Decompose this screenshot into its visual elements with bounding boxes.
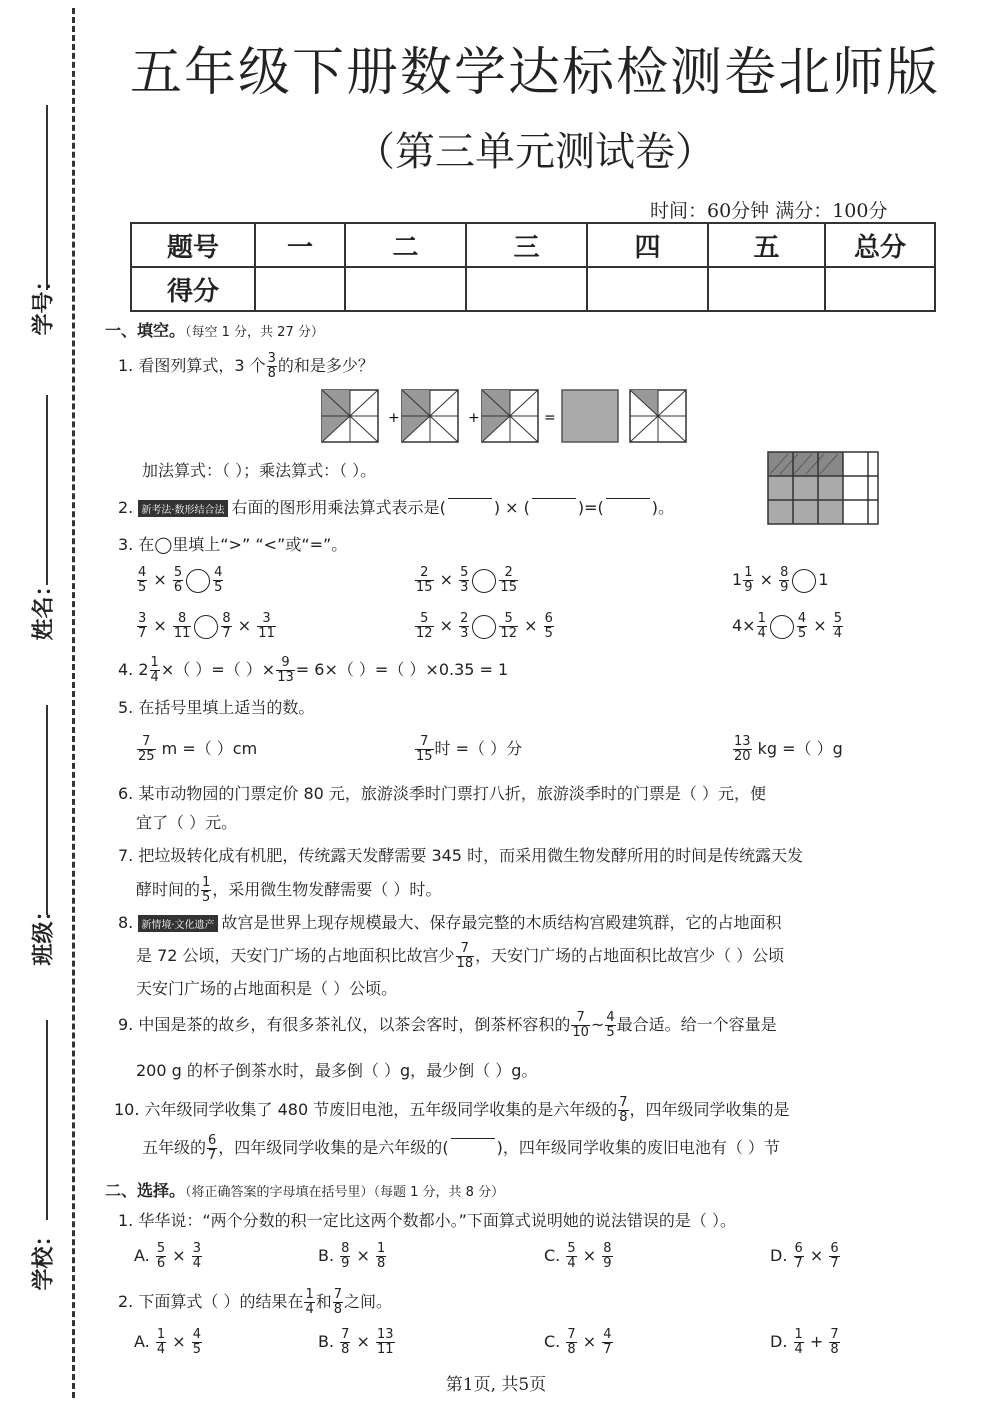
- score-header-cell: 一: [255, 223, 345, 267]
- fraction: $\frac{7}{25}$: [138, 734, 155, 764]
- page-footer: 第1页, 共5页: [445, 1375, 547, 1395]
- score-header-cell: 二: [345, 223, 466, 267]
- s2-q2-option-c[interactable]: C. $\frac{7}{8}$ × $\frac{4}{7}$: [544, 1327, 612, 1357]
- fraction: $\frac{2}{15}$: [500, 565, 517, 595]
- score-cell[interactable]: [345, 267, 466, 311]
- fraction-blank[interactable]: [532, 498, 576, 519]
- score-cell[interactable]: [466, 267, 587, 311]
- q5-item-2: $\frac{7}{15}$ 时 =（ ）分: [416, 734, 523, 764]
- fraction: $\frac{5}{12}$: [416, 611, 433, 641]
- q8-tag: 新情境·文化遗产: [138, 915, 217, 932]
- fraction: $\frac{5}{6}$: [156, 1241, 166, 1271]
- q2-prompt: 右面的图形用乘法算式表示是: [231, 498, 440, 517]
- q6-line2: 宜了（ ）元。: [136, 813, 238, 832]
- score-header-cell: 四: [587, 223, 708, 267]
- fraction: $\frac{1}{4}$: [794, 1327, 803, 1357]
- q5-text: 5. 在括号里填上适当的数。: [118, 698, 315, 717]
- fraction: $\frac{5}{4}$: [833, 611, 843, 641]
- fraction: $\frac{7}{8}$: [567, 1327, 576, 1357]
- section2-title: 二、选择。: [105, 1181, 186, 1200]
- school-label: 学校：: [31, 1224, 57, 1291]
- id-line: [46, 105, 48, 290]
- compare-circle[interactable]: [186, 569, 210, 593]
- q3-item-5: $\frac{5}{12}$ × $\frac{2}{3}$ $\frac{5}{12}$ × $\frac{6}{5}$: [416, 611, 553, 641]
- score-table: [130, 222, 936, 312]
- score-cell[interactable]: [255, 267, 345, 311]
- q3-item-2: $\frac{2}{15}$ × $\frac{5}{3}$ $\frac{2}{15}$: [416, 565, 517, 595]
- binding-dashed-line: [72, 8, 75, 1398]
- full-square: [562, 390, 618, 442]
- name-label: 姓名：: [31, 574, 57, 641]
- fraction-blank[interactable]: [451, 1138, 495, 1159]
- fraction: $\frac{9}{13}$: [277, 655, 294, 685]
- fraction: $\frac{1}{4}$: [757, 611, 766, 641]
- time-info: 时间：60分钟 满分：100分: [650, 200, 888, 222]
- fraction: $\frac{7}{8}$: [333, 1287, 343, 1317]
- fraction: $\frac{2}{3}$: [460, 611, 469, 641]
- fraction: $\frac{7}{15}$: [416, 734, 433, 764]
- fraction: $\frac{7}{10}$: [572, 1010, 589, 1040]
- section2-note: （将正确答案的字母填在括号里）（每题 1 分，共 8 分）: [185, 1185, 505, 1200]
- compare-circle[interactable]: [770, 615, 794, 639]
- q3-item-6: 4× $\frac{1}{4}$ $\frac{4}{5}$ × $\frac{5}{4}$: [732, 611, 843, 641]
- s2-q2-option-a[interactable]: A. $\frac{1}{4}$ × $\frac{4}{5}$: [134, 1327, 201, 1357]
- fraction: $\frac{13}{20}$: [734, 734, 751, 764]
- q1-text-b: 的和是多少？: [277, 356, 374, 375]
- eighths-square-5: [630, 390, 686, 442]
- eighths-square-2: [402, 390, 458, 442]
- q2-end: 。: [658, 498, 675, 517]
- fraction: $\frac{5}{3}$: [460, 565, 469, 595]
- fraction: $\frac{1}{9}$: [744, 565, 753, 595]
- fraction: $\frac{4}{7}$: [603, 1327, 612, 1357]
- q9-line1: 9. 中国是茶的故乡，有很多茶礼仪，以茶会客时，倒茶杯容积的 $\frac{7}{10}$ ~ $\frac{4}{5}$ 最合适。给一个容量是: [118, 1010, 777, 1040]
- score-cell[interactable]: [708, 267, 825, 311]
- fraction: $\frac{3}{11}$: [258, 611, 275, 641]
- name-line: [46, 395, 48, 585]
- s2-q1-option-c[interactable]: C. $\frac{5}{4}$ × $\frac{8}{9}$: [544, 1241, 612, 1271]
- fraction: $\frac{13}{11}$: [377, 1327, 394, 1357]
- q1-op-1: +: [388, 410, 400, 426]
- compare-circle[interactable]: [472, 615, 496, 639]
- compare-circle[interactable]: [194, 615, 218, 639]
- q2-grid-figure: [766, 450, 886, 526]
- fraction: $\frac{1}{5}$: [202, 875, 211, 905]
- fraction: $\frac{4}{5}$: [192, 1327, 201, 1357]
- q6-line1: 6. 某市动物园的门票定价 80 元，旅游淡季时门票打八折，旅游淡季时的门票是（ ）元，便: [118, 784, 766, 803]
- q9-line2: 200 g 的杯子倒茶水时，最多倒（ ）g，最少倒（ ）g。: [136, 1061, 538, 1080]
- fraction-blank[interactable]: [606, 498, 650, 519]
- q3-item-3: 1 $\frac{1}{9}$ × $\frac{8}{9}$ 1: [732, 565, 829, 595]
- score-header-cell: 三: [466, 223, 587, 267]
- q2-num: 2.: [118, 498, 134, 517]
- fraction: $\frac{1}{4}$: [150, 655, 159, 685]
- q4-text: 4. 2 $\frac{1}{4}$ ×（ ）=（ ）× $\frac{9}{13}$ = 6×（ ）=（ ）×0.35 = 1: [118, 655, 509, 685]
- fraction: $\frac{6}{7}$: [794, 1241, 803, 1271]
- fraction: $\frac{7}{8}$: [341, 1327, 350, 1357]
- fraction: $\frac{3}{8}$: [267, 351, 276, 381]
- fraction: $\frac{8}{9}$: [780, 565, 789, 595]
- section2-heading: [105, 1178, 504, 1201]
- q1-op-2: +: [468, 410, 480, 426]
- fraction: $\frac{4}{5}$: [797, 611, 807, 641]
- fraction: $\frac{5}{4}$: [567, 1241, 576, 1271]
- fraction: $\frac{6}{7}$: [208, 1133, 217, 1163]
- q3-item-4: $\frac{3}{7}$ × $\frac{8}{11}$ $\frac{8}{7}$ × $\frac{3}{11}$: [138, 611, 275, 641]
- s2-q2-option-b[interactable]: B. $\frac{7}{8}$ × $\frac{13}{11}$: [318, 1327, 394, 1357]
- fraction: $\frac{4}{5}$: [606, 1010, 615, 1040]
- s2-q1-option-a[interactable]: A. $\frac{5}{6}$ × $\frac{3}{4}$: [134, 1241, 201, 1271]
- fraction: $\frac{7}{8}$: [830, 1327, 839, 1357]
- q3-item-1: $\frac{4}{5}$ × $\frac{5}{6}$ $\frac{4}{5}$: [138, 565, 223, 595]
- fraction: $\frac{1}{4}$: [305, 1287, 314, 1317]
- score-header-cell: 五: [708, 223, 825, 267]
- fraction: $\frac{7}{18}$: [456, 941, 474, 971]
- s2-q1-text: 1. 华华说：“两个分数的积一定比这两个数都小。”下面算式说明她的说法错误的是（ ）。: [118, 1211, 737, 1230]
- q2-text: 2. 新考法·数形结合法 右面的图形用乘法算式表示是( ) × ( )=( )。: [118, 498, 675, 517]
- s2-q2-text: 2. 下面算式（ ）的结果在 $\frac{1}{4}$ 和 $\frac{7}{8}$ 之间。: [118, 1287, 393, 1317]
- fraction: $\frac{8}{9}$: [603, 1241, 612, 1271]
- q7-line1: 7. 把垃圾转化成有机肥，传统露天发酵需要 345 时，而采用微生物发酵所用的时间是传统露天发: [118, 846, 804, 865]
- fraction: $\frac{4}{5}$: [214, 565, 223, 595]
- q8-line3: 天安门广场的占地面积是（ ）公顷。: [136, 979, 398, 998]
- fraction: $\frac{6}{7}$: [830, 1241, 839, 1271]
- q1-figure: [320, 388, 690, 446]
- score-header-cell: 题号: [131, 223, 255, 267]
- fraction: $\frac{6}{5}$: [544, 611, 553, 641]
- q5-item-3: $\frac{13}{20}$ kg =（ ）g: [734, 734, 843, 764]
- q2-op-eq: =: [584, 498, 598, 517]
- fraction: $\frac{1}{8}$: [377, 1241, 386, 1271]
- fraction: $\frac{3}{4}$: [192, 1241, 201, 1271]
- q10-line2: 五年级的 $\frac{6}{7}$ ，四年级同学收集的是六年级的( )，四年级同学收集的废旧电池有（ ）节: [142, 1133, 780, 1163]
- fraction: $\frac{4}{5}$: [138, 565, 147, 595]
- section1-heading: [105, 318, 324, 341]
- fraction: $\frac{7}{8}$: [619, 1095, 628, 1125]
- page-title: 五年级下册数学达标检测卷北师版: [130, 43, 941, 103]
- fraction: $\frac{5}{6}$: [173, 565, 183, 595]
- q8-line2: 是 72 公顷，天安门广场的占地面积比故宫少 $\frac{7}{18}$ ，天安门广场的占地面积比故宫少（ ）公顷: [136, 941, 785, 971]
- q3-text: 3. 在◯里填上“>” “<”或“=”。: [118, 535, 348, 554]
- eighths-square-3: [482, 390, 538, 442]
- q1-op-3: =: [544, 410, 556, 426]
- score-header-cell: 总分: [825, 223, 935, 267]
- score-cell[interactable]: [587, 267, 708, 311]
- fraction: $\frac{3}{7}$: [138, 611, 147, 641]
- s2-q2-option-d[interactable]: D. $\frac{1}{4}$ + $\frac{7}{8}$: [770, 1327, 839, 1357]
- compare-circle[interactable]: [792, 569, 816, 593]
- section1-note: （每空 1 分，共 27 分）: [185, 325, 324, 340]
- q1-text-a: 1. 看图列算式，3 个: [118, 356, 266, 375]
- section1-title: 一、填空。: [105, 321, 186, 340]
- compare-circle[interactable]: [472, 569, 496, 593]
- class-label: 班级：: [31, 899, 57, 966]
- fraction: $\frac{2}{15}$: [416, 565, 433, 595]
- q5-item-1: $\frac{7}{25}$ m =（ ）cm: [138, 734, 258, 764]
- score-row-label: 得分: [131, 267, 255, 311]
- fraction-blank[interactable]: [448, 498, 492, 519]
- fraction: $\frac{5}{12}$: [500, 611, 517, 641]
- q10-line1: 10. 六年级同学收集了 480 节废旧电池，五年级同学收集的是六年级的 $\frac{7}{8}$ ，四年级同学收集的是: [114, 1095, 790, 1125]
- q7-line2: 酵时间的 $\frac{1}{5}$ ，采用微生物发酵需要（ ）时。: [136, 875, 442, 905]
- eighths-square-1: [322, 390, 378, 442]
- class-line: [46, 705, 48, 915]
- s2-q1-option-b[interactable]: B. $\frac{8}{9}$ × $\frac{1}{8}$: [318, 1241, 386, 1271]
- fraction: $\frac{8}{11}$: [173, 611, 191, 641]
- fraction: $\frac{8}{9}$: [341, 1241, 350, 1271]
- school-line: [46, 1020, 48, 1220]
- q1-answer-line: 加法算式：（ ）；乘法算式：（ ）。: [142, 461, 377, 480]
- q1-text: [118, 352, 374, 381]
- q8-line1: 8. 新情境·文化遗产 故宫是世界上现存规模最大、保存最完整的木质结构宫殿建筑群，它的占地面积: [118, 913, 782, 932]
- q2-op-times: ×: [505, 498, 519, 517]
- q2-tag: 新考法·数形结合法: [138, 500, 227, 517]
- score-cell[interactable]: [825, 267, 935, 311]
- fraction: $\frac{8}{7}$: [222, 611, 231, 641]
- student-id-label: 学号：: [31, 269, 57, 336]
- page-subtitle: （第三单元测试卷）: [355, 129, 715, 175]
- s2-q1-option-d[interactable]: D. $\frac{6}{7}$ × $\frac{6}{7}$: [770, 1241, 839, 1271]
- fraction: $\frac{1}{4}$: [156, 1327, 166, 1357]
